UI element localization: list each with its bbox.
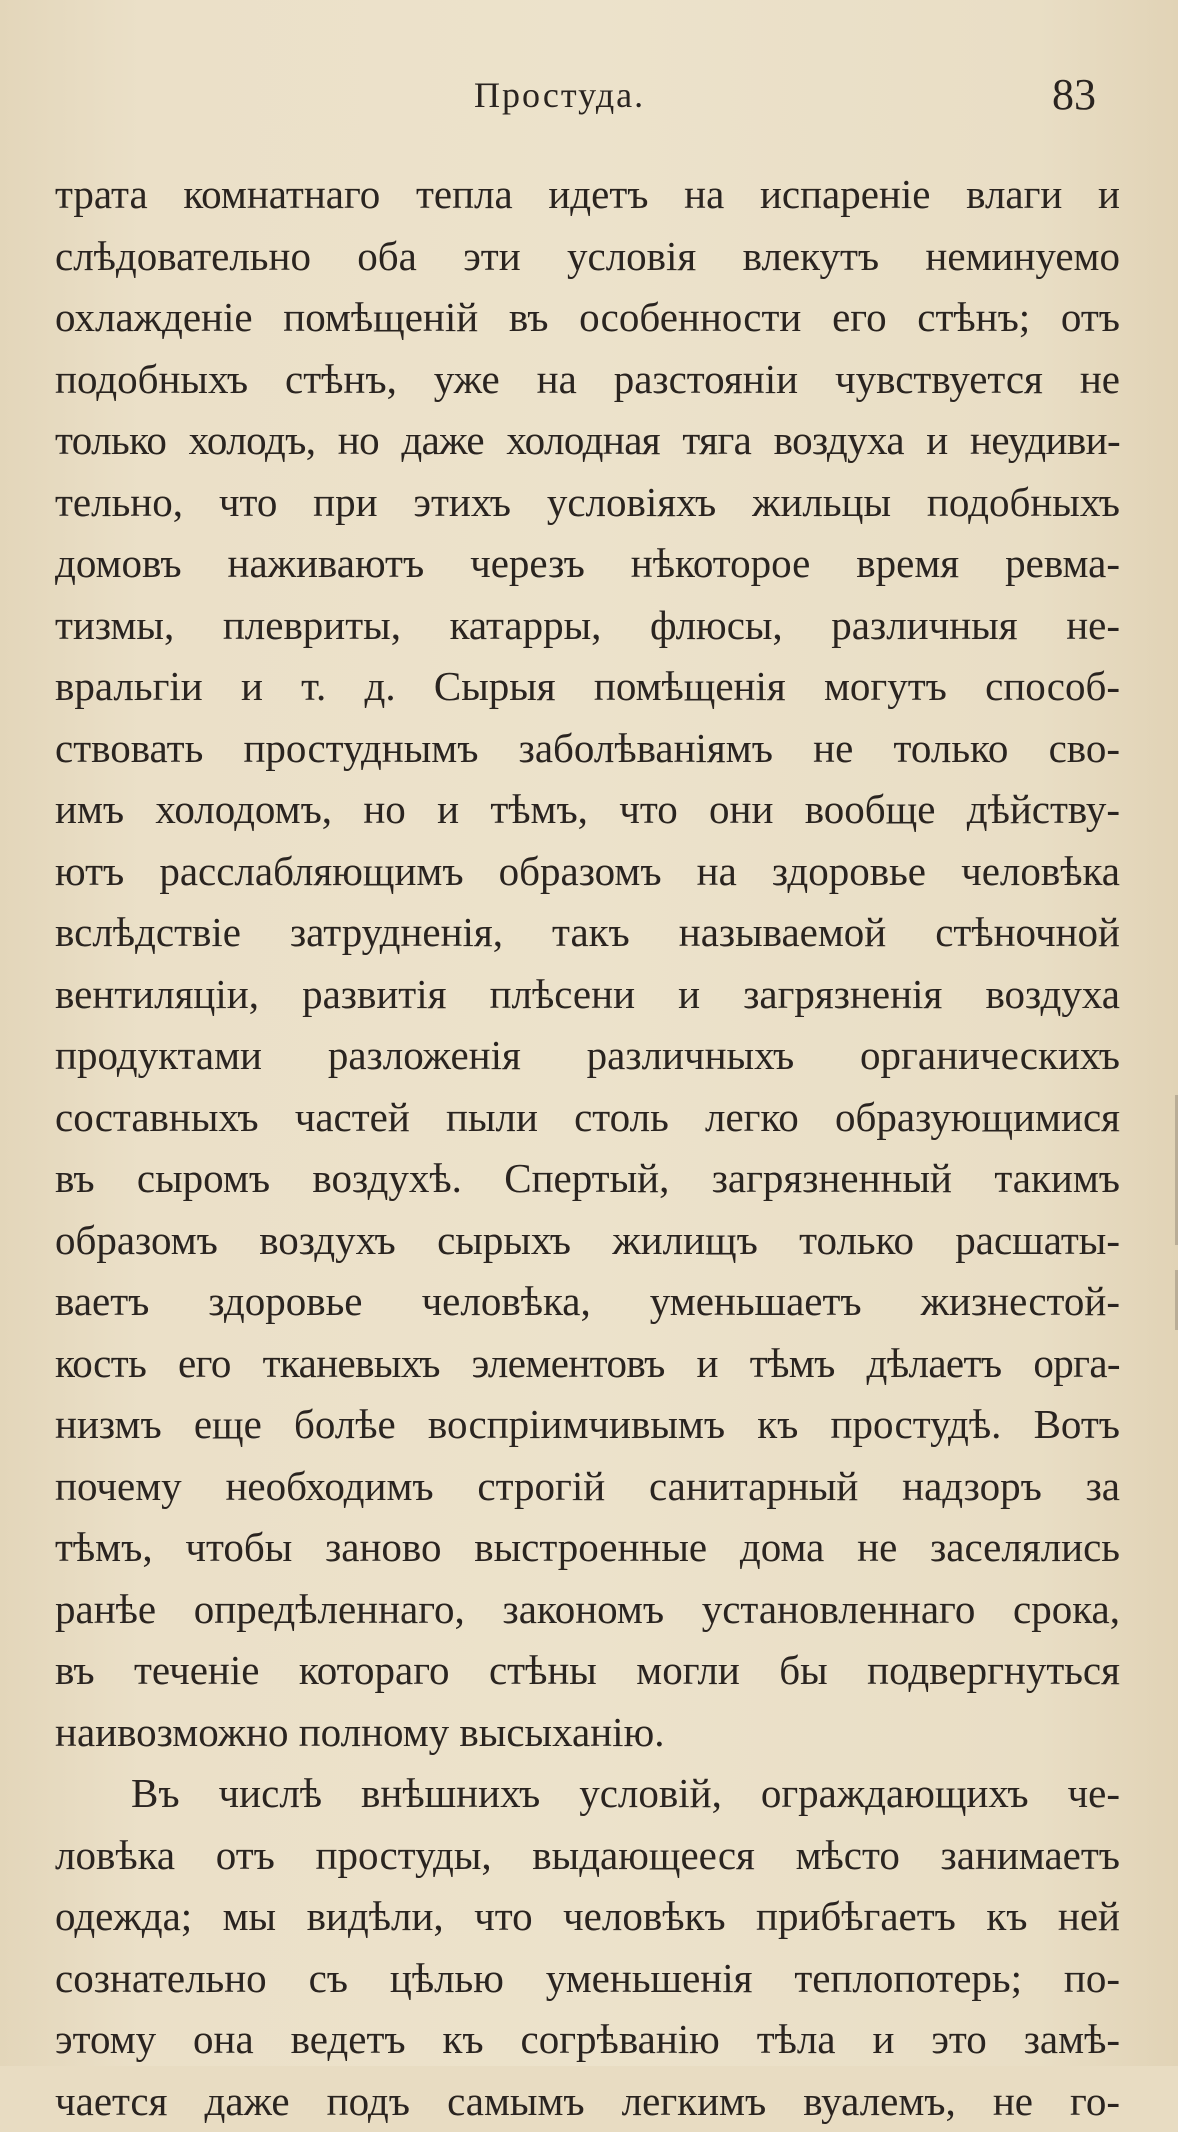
text-line: охлажденіе помѣщеній въ особенности его стѣнъ; отъ bbox=[55, 287, 1120, 349]
text-line: образомъ воздухъ сырыхъ жилищъ только расшаты- bbox=[55, 1210, 1120, 1272]
text-line: сознательно съ цѣлью уменьшенія теплопотерь; по- bbox=[55, 1948, 1120, 2010]
text-line: въ теченіе котораго стѣны могли бы подвергнуться bbox=[55, 1640, 1120, 1702]
text-line: вслѣдствіе затрудненія, такъ называемой стѣночной bbox=[55, 902, 1120, 964]
body-text bbox=[55, 164, 1120, 2132]
text-line: вральгіи и т. д. Сырыя помѣщенія могутъ способ- bbox=[55, 656, 1120, 718]
text-line: составныхъ частей пыли столь легко образующимися bbox=[55, 1087, 1120, 1149]
text-line: подобныхъ стѣнъ, уже на разстояніи чувствуется не bbox=[55, 349, 1120, 411]
text-line: кость его тканевыхъ элементовъ и тѣмъ дѣлаетъ орга- bbox=[55, 1333, 1120, 1395]
text-line: почему необходимъ строгій санитарный надзоръ за bbox=[55, 1456, 1120, 1518]
text-line: одежда; мы видѣли, что человѣкъ прибѣгаетъ къ ней bbox=[55, 1886, 1120, 1948]
text-line: тизмы, плевриты, катарры, флюсы, различныя не- bbox=[55, 595, 1120, 657]
text-line: имъ холодомъ, но и тѣмъ, что они вообще дѣйству- bbox=[55, 779, 1120, 841]
text-line: ранѣе опредѣленнаго, закономъ установленнаго срока, bbox=[55, 1579, 1120, 1641]
text-line: домовъ наживаютъ черезъ нѣкоторое время ревма- bbox=[55, 533, 1120, 595]
text-line: только холодъ, но даже холодная тяга воздуха и неудиви- bbox=[55, 410, 1120, 472]
text-line: этому она ведетъ къ согрѣванію тѣла и это замѣ- bbox=[55, 2009, 1120, 2071]
page-number: 83 bbox=[1052, 70, 1096, 120]
text-line: трата комнатнаго тепла идетъ на испареніе влаги и bbox=[55, 164, 1120, 226]
text-line: тельно, что при этихъ условіяхъ жильцы подобныхъ bbox=[55, 472, 1120, 534]
text-line: въ сыромъ воздухѣ. Спертый, загрязненный такимъ bbox=[55, 1148, 1120, 1210]
text-line: ствовать простуднымъ заболѣваніямъ не только сво- bbox=[55, 718, 1120, 780]
text-line: вентиляціи, развитія плѣсени и загрязненія воздуха bbox=[55, 964, 1120, 1026]
text-line: тѣмъ, чтобы заново выстроенные дома не заселялись bbox=[55, 1517, 1120, 1579]
text-line: наивозможно полному высыханію. bbox=[55, 1702, 1120, 1764]
running-title: Простуда. bbox=[474, 70, 645, 120]
running-header bbox=[0, 70, 1178, 120]
text-line: ваетъ здоровье человѣка, уменьшаетъ жизнестой- bbox=[55, 1271, 1120, 1333]
text-line: чается даже подъ самымъ легкимъ вуалемъ, не го- bbox=[55, 2071, 1120, 2132]
text-line: слѣдовательно оба эти условія влекутъ неминуемо bbox=[55, 226, 1120, 288]
text-line: ловѣка отъ простуды, выдающееся мѣсто занимаетъ bbox=[55, 1825, 1120, 1887]
text-line: Въ числѣ внѣшнихъ условій, ограждающихъ че- bbox=[55, 1763, 1120, 1825]
text-line: ютъ расслабляющимъ образомъ на здоровье человѣка bbox=[55, 841, 1120, 903]
text-line: низмъ еще болѣе воспріимчивымъ къ простудѣ. Вотъ bbox=[55, 1394, 1120, 1456]
text-line: продуктами разложенія различныхъ органическихъ bbox=[55, 1025, 1120, 1087]
